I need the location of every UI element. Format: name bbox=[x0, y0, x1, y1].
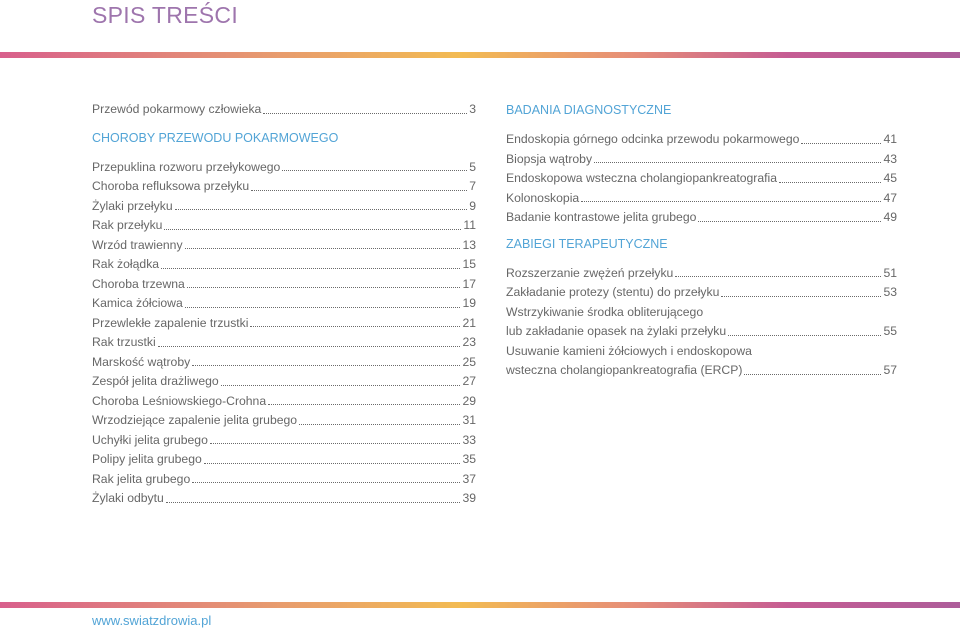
toc-entry[interactable] bbox=[92, 392, 476, 412]
toc-multiline-entry[interactable] bbox=[506, 342, 897, 381]
toc-entry[interactable] bbox=[92, 216, 476, 236]
section-title-therapies: ZABIEGI TERAPEUTYCZNE bbox=[506, 236, 668, 251]
dot-leader bbox=[299, 424, 460, 425]
toc-entry-intro[interactable] bbox=[92, 100, 476, 120]
dot-leader bbox=[675, 276, 881, 277]
dot-leader bbox=[204, 463, 461, 464]
footer-website-link[interactable]: www.swiatzdrowia.pl bbox=[92, 613, 212, 628]
toc-entry[interactable] bbox=[506, 283, 897, 303]
toc-entry[interactable] bbox=[92, 294, 476, 314]
toc-entry[interactable] bbox=[92, 275, 476, 295]
toc-entry[interactable] bbox=[92, 197, 476, 217]
toc-entry-label: Wrzód trawienny bbox=[92, 237, 183, 252]
dot-leader bbox=[251, 190, 467, 191]
toc-entry-page: 55 bbox=[883, 324, 897, 338]
toc-entry-label: Zakładanie protezy (stentu) do przełyku bbox=[506, 285, 720, 299]
dot-leader bbox=[721, 296, 881, 297]
toc-entry[interactable] bbox=[92, 372, 476, 392]
toc-entry-page: 13 bbox=[462, 237, 476, 252]
left-column bbox=[92, 100, 476, 509]
dot-leader bbox=[594, 162, 881, 163]
toc-entry[interactable] bbox=[92, 431, 476, 451]
dot-leader bbox=[744, 374, 881, 375]
toc-entry[interactable] bbox=[92, 255, 476, 275]
toc-entry-page: 25 bbox=[462, 354, 476, 369]
toc-entry-label: Choroba refluksowa przełyku bbox=[92, 179, 250, 193]
toc-entry-page: 33 bbox=[462, 432, 476, 447]
dot-leader bbox=[187, 287, 461, 288]
toc-entry-page: 23 bbox=[462, 335, 476, 349]
toc-entry[interactable] bbox=[92, 470, 476, 490]
toc-entry-page: 11 bbox=[463, 218, 476, 232]
toc-entry-label: Rak przełyku bbox=[92, 218, 163, 232]
toc-entry-page: 45 bbox=[883, 171, 897, 185]
bottom-color-stripe bbox=[0, 602, 960, 608]
dot-leader bbox=[263, 113, 467, 114]
toc-entry-page: 53 bbox=[883, 285, 897, 299]
toc-entry-page: 3 bbox=[469, 102, 476, 116]
toc-entry-label: Rozszerzanie zwężeń przełyku bbox=[506, 265, 674, 280]
dot-leader bbox=[158, 346, 461, 347]
toc-entry[interactable] bbox=[92, 314, 476, 334]
diseases-entry-list bbox=[92, 158, 476, 509]
dot-leader bbox=[581, 201, 881, 202]
dot-leader bbox=[282, 170, 467, 171]
right-column bbox=[506, 100, 897, 381]
section-title-diagnostics: BADANIA DIAGNOSTYCZNE bbox=[506, 103, 672, 117]
toc-entry-page: 19 bbox=[462, 296, 476, 310]
toc-entry-page: 15 bbox=[462, 257, 476, 271]
toc-entry-label: Endoskopowa wsteczna cholangiopankreatografia bbox=[506, 171, 778, 185]
dot-leader bbox=[268, 404, 460, 405]
toc-entry[interactable] bbox=[506, 361, 897, 381]
dot-leader bbox=[250, 326, 460, 327]
dot-leader bbox=[698, 221, 881, 222]
dot-leader bbox=[728, 335, 881, 336]
section-title-diseases: CHOROBY PRZEWODU POKARMOWEGO bbox=[92, 130, 339, 145]
toc-entry[interactable] bbox=[92, 489, 476, 509]
dot-leader bbox=[221, 385, 461, 386]
toc-entry[interactable] bbox=[506, 322, 897, 342]
toc-entry[interactable] bbox=[506, 169, 897, 189]
toc-entry-label: Żylaki odbytu bbox=[92, 491, 164, 505]
toc-entry-label: Rak żołądka bbox=[92, 257, 160, 271]
toc-entry[interactable] bbox=[92, 177, 476, 197]
toc-entry-page: 51 bbox=[883, 265, 897, 280]
toc-entry-page: 21 bbox=[462, 315, 476, 330]
toc-entry-page: 41 bbox=[883, 132, 897, 146]
toc-entry-label-line1: Wstrzykiwanie środka obliterującego bbox=[506, 304, 704, 319]
toc-entry-label: Kolonoskopia bbox=[506, 190, 580, 205]
toc-entry-label: Uchyłki jelita grubego bbox=[92, 432, 208, 447]
toc-entry-label: Przepuklina rozworu przełykowego bbox=[92, 159, 281, 174]
dot-leader bbox=[161, 268, 460, 269]
toc-entry-label: Zespół jelita drażliwego bbox=[92, 374, 219, 388]
therapies-multiline-entry-list bbox=[506, 303, 897, 381]
dot-leader bbox=[185, 307, 461, 308]
dot-leader bbox=[166, 502, 461, 503]
toc-entry[interactable] bbox=[92, 236, 476, 256]
toc-entry-page: 9 bbox=[469, 198, 476, 213]
dot-leader bbox=[175, 209, 468, 210]
toc-entry-label: Biopsja wątroby bbox=[506, 151, 593, 166]
toc-entry-page: 7 bbox=[469, 179, 476, 193]
toc-entry[interactable] bbox=[92, 333, 476, 353]
toc-entry-page: 47 bbox=[883, 190, 897, 205]
toc-entry-label-line1: Usuwanie kamieni żółciowych i endoskopowa bbox=[506, 343, 752, 358]
top-color-stripe bbox=[0, 52, 960, 58]
toc-entry-page: 5 bbox=[469, 159, 476, 174]
toc-entry-page: 31 bbox=[462, 413, 476, 427]
toc-entry[interactable] bbox=[506, 150, 897, 170]
toc-entry-label: Choroba trzewna bbox=[92, 276, 185, 291]
toc-entry-label: Przewlekłe zapalenie trzustki bbox=[92, 315, 249, 330]
toc-entry-label: Żylaki przełyku bbox=[92, 198, 173, 213]
dot-leader bbox=[185, 248, 461, 249]
toc-entry-label: Choroba Leśniowskiego-Crohna bbox=[92, 393, 267, 408]
toc-entry-page: 37 bbox=[462, 471, 476, 486]
toc-entry[interactable] bbox=[92, 450, 476, 470]
dot-leader bbox=[801, 143, 881, 144]
toc-entry-label: lub zakładanie opasek na żylaki przełyku bbox=[506, 324, 727, 338]
dot-leader bbox=[164, 229, 461, 230]
toc-entry-page: 29 bbox=[462, 393, 476, 408]
toc-entry-page: 39 bbox=[462, 491, 476, 505]
therapies-entry-list bbox=[506, 264, 897, 303]
toc-entry[interactable] bbox=[506, 208, 897, 228]
dot-leader bbox=[779, 182, 881, 183]
toc-entry[interactable] bbox=[506, 264, 897, 284]
toc-entry[interactable] bbox=[92, 353, 476, 373]
toc-entry-label: Kamica żółciowa bbox=[92, 296, 183, 310]
toc-entry-label: wsteczna cholangiopankreatografia (ERCP) bbox=[506, 363, 743, 377]
toc-entry-label: Endoskopia górnego odcinka przewodu pokarmowego bbox=[506, 132, 800, 146]
toc-entry-label: Polipy jelita grubego bbox=[92, 452, 202, 466]
toc-entry-label: Wrzodziejące zapalenie jelita grubego bbox=[92, 413, 298, 427]
diagnostics-entry-list bbox=[506, 130, 897, 228]
toc-multiline-entry[interactable] bbox=[506, 303, 897, 342]
toc-entry-label: Rak trzustki bbox=[92, 335, 156, 349]
toc-entry-page: 49 bbox=[883, 210, 897, 224]
toc-entry-page: 35 bbox=[462, 452, 476, 466]
toc-entry-page: 43 bbox=[883, 151, 897, 166]
dot-leader bbox=[192, 365, 460, 366]
toc-entry-page: 17 bbox=[462, 276, 476, 291]
dot-leader bbox=[210, 443, 461, 444]
page-title: SPIS TREŚCI bbox=[92, 2, 239, 28]
toc-entry-page: 27 bbox=[462, 374, 476, 388]
toc-entry-label: Marskość wątroby bbox=[92, 354, 191, 369]
toc-entry[interactable] bbox=[506, 130, 897, 150]
toc-entry[interactable] bbox=[92, 158, 476, 178]
toc-entry[interactable] bbox=[92, 411, 476, 431]
toc-entry-label: Przewód pokarmowy człowieka bbox=[92, 102, 262, 116]
dot-leader bbox=[192, 482, 460, 483]
toc-entry-page: 57 bbox=[883, 363, 897, 377]
toc-entry-label: Rak jelita grubego bbox=[92, 471, 191, 486]
toc-entry[interactable] bbox=[506, 189, 897, 209]
toc-entry-label: Badanie kontrastowe jelita grubego bbox=[506, 210, 697, 224]
